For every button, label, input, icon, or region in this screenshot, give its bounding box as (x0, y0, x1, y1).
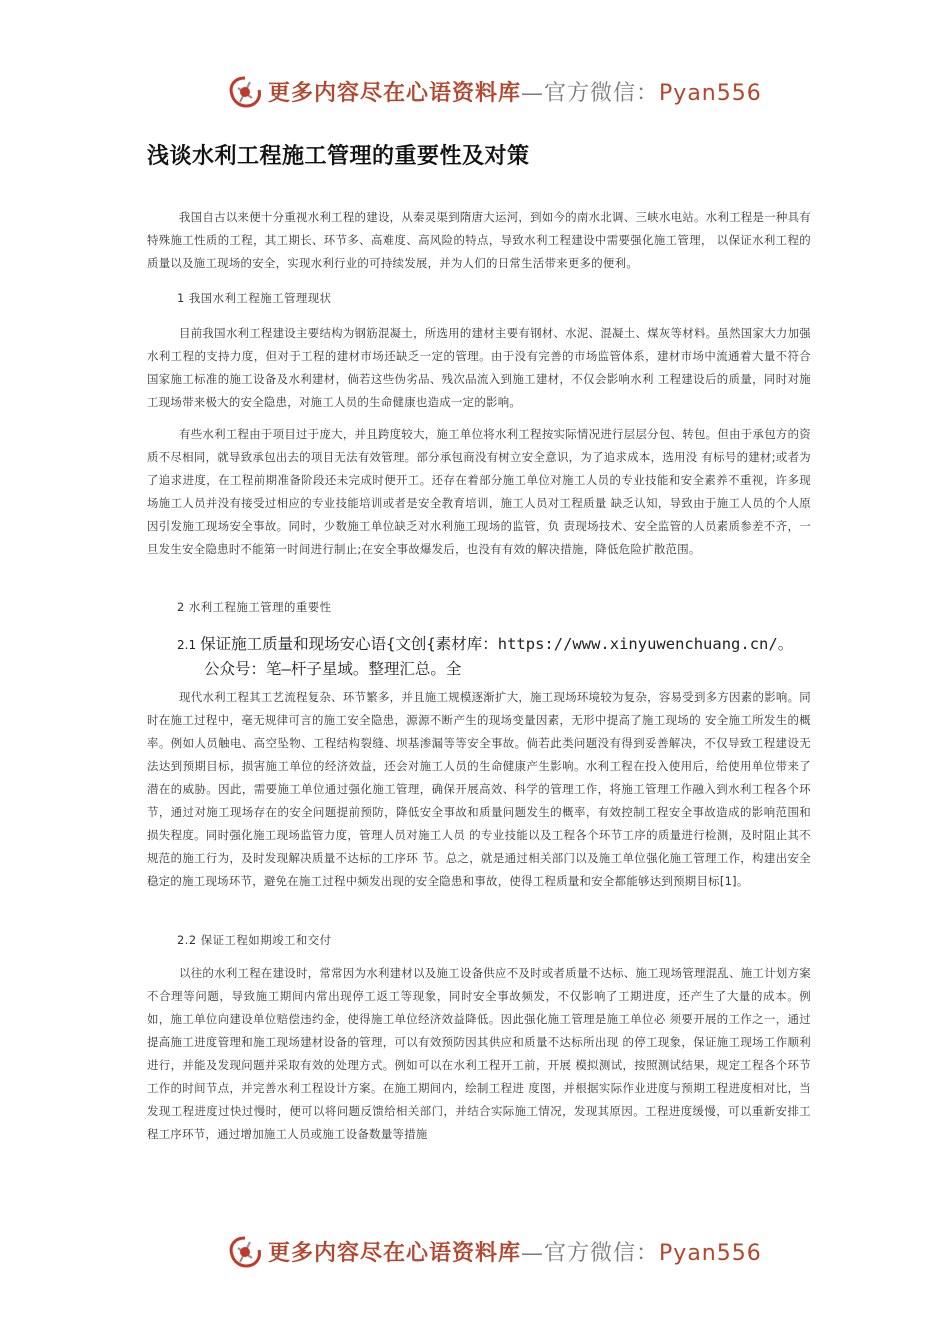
section-2-1-number: 2.1 (177, 638, 197, 652)
section-1-paragraph-1: 目前我国水利工程建设主要结构为钢筋混凝土，所选用的建材主要有钢材、水泥、混凝土、煤灰等材料。虽然国家大力加强水利工程的支持力度，但对于工程的建材市场还缺乏一定的管理。由于没有完善的市场监管体系，建材市场中流通着大量不符合国家施工标准的施工设备及水利建材，倘若这些伪劣品、残次品流入到施工建材，不仅会影响水利 工程建设后的质量，同时对施工现场带来极大的安全隐患，对施工人员的生命健康也造成一定的影响。 (147, 326, 811, 409)
section-2-1-paragraph: 现代水利工程其工艺流程复杂、环节繁多，并且施工规模逐渐扩大，施工现场环境较为复杂，容易受到多方因素的影响。同时在施工过程中，毫无规律可言的施工安全隐患，源源不断产生的现场变量因素，无形中提高了施工现场的 安全施工所发生的概率。例如人员触电、高空坠物、工程结构裂缝、坝基渗漏等等安全事故。倘若此类问题没有得到妥善解决，不仅导致工程建设无法达到预期目标，损害施工单位的经济效益，还会对施工人员的生命健康产生影响。水利工程在投入使用后，给使用单位带来了潜在的威胁。因此，需要施工单位通过强化施工管理，确保开展高效、科学的管理工作，将施工管理工作融入到水利工程各个环节，通过对施工现场存在的安全问题提前预防，降低安全事故和质量问题发生的概率，有效控制工程安全事故造成的影响范围和损失程度。同时强化施工现场监管力度，管理人员对施工人员 的专业技能以及工程各个环节工序的质量进行检测，及时阻止其不规范的施工行为，及时发现解决质量不达标的工序环 节。总之，就是通过相关部门以及施工单位强化施工管理工作，构建出安全稳定的施工现场环节，避免在施工过程中频发出现的安全隐患和事故，使得工程质量和安全都能够达到预期目标[1]。 (147, 690, 811, 888)
banner-wechat-id: Pyan556 (659, 1241, 762, 1266)
section-2-1-heading (177, 632, 817, 681)
brand-logo-icon (226, 74, 264, 110)
banner-text (268, 1236, 762, 1267)
section-1-paragraph-2: 有些水利工程由于项目过于庞大，并且跨度较大，施工单位将水利工程按实际情况进行层层分包、转包。但由于承包方的资质不尽相同，就导致承包出去的项目无法有效管理。部分承包商没有树立安全意识，为了追求成本，选用没 有标号的建材;或者为了追求进度，在工程前期准备阶段还未完成时便开工。还存在着部分施工单位对施工人员的专业技能和安全素养不重视，许多现场施工人员并没有接受过相应的专业技能培训或者是安全教育培训，施工人员对工程质量 缺乏认知，导致由于施工人员的个人原因引发施工现场安全事故。同时，少数施工单位缺乏对水利施工现场的监管，负 责现场技术、安全监管的人员素质参差不齐，一旦发生安全隐患时不能第一时间进行制止;在安全事故爆发后，也没有有效的解决措施，降低危险扩散范围。 (147, 427, 811, 556)
banner-dash: — (521, 81, 545, 106)
section-2-1-line-2: 公众号：笔—杆子星域。整理汇总。全 (204, 660, 462, 678)
banner-slogan: 更多内容尽在心语资料库 (268, 80, 522, 106)
intro-paragraph: 我国自古以来便十分重视水利工程的建设，从秦灵渠到隋唐大运河，到如今的南水北调、三峡水电站。水利工程是一种具有特殊施工性质的工程，其工期长、环节多、高难度、高风险的特点，导致水利工程建设中需要强化施工管理， 以保证水利工程的质量以及施工现场的安全，实现水利行业的可持续发展，并为人们的日常生活带来更多的便利。 (147, 210, 811, 270)
brand-logo-icon (226, 1234, 264, 1270)
section-2-heading: 2 水利工程施工管理的重要性 (177, 600, 332, 614)
section-1-heading: 1 我国水利工程施工管理现状 (177, 291, 332, 305)
banner-wechat-id: Pyan556 (659, 81, 762, 106)
section-2-2-heading: 2.2 保证工程如期竣工和交付 (177, 933, 332, 947)
document-title: 浅谈水利工程施工管理的重要性及对策 (147, 144, 530, 169)
section-2-2-paragraph: 以往的水利工程在建设时，常常因为水利建材以及施工设备供应不及时或者质量不达标、施工现场管理混乱、施工计划方案不合理等问题，导致施工期间内常出现停工返工等现象，同时安全事故频发，不仅影响了工期进度，还产生了大量的成本。例如，施工单位向建设单位赔偿违约金，使得施工单位经济效益降低。因此强化施工管理是施工单位必 须要开展的工作之一，通过提高施工进度管理和施工现场建材设备的管理，可以有效预防因其供应和质量不达标所出现 的停工现象，保证施工现场工作顺利进行，并能及发现问题并采取有效的处理方式。例如可以在水利工程开工前，开展 模拟测试，按照测试结果，规定工程各个环节工作的时间节点，并完善水利工程设计方案。在施工期间内，绘制工程进 度图，并根据实际作业进度与预期工程进度相对比，当发现工程进度过快过慢时，便可以将问题反馈给相关部门，并结合实际施工情况，发现其原因。工程进度缓慢，可以重新安排工程工序环节，通过增加施工人员或施工设备数量等措施 (147, 966, 811, 1141)
bottom-banner (0, 1232, 950, 1272)
banner-slogan: 更多内容尽在心语资料库 (268, 1240, 522, 1266)
banner-wechat-label: 官方微信： (544, 81, 660, 106)
section-2-1-line-1: 保证施工质量和现场安心语{文创{素材库：https://www.xinyuwenchuang.cn/。 (200, 635, 794, 653)
banner-text (268, 76, 762, 107)
banner-wechat-label: 官方微信： (544, 1241, 660, 1266)
banner-dash: — (521, 1241, 545, 1266)
top-banner (0, 72, 950, 112)
